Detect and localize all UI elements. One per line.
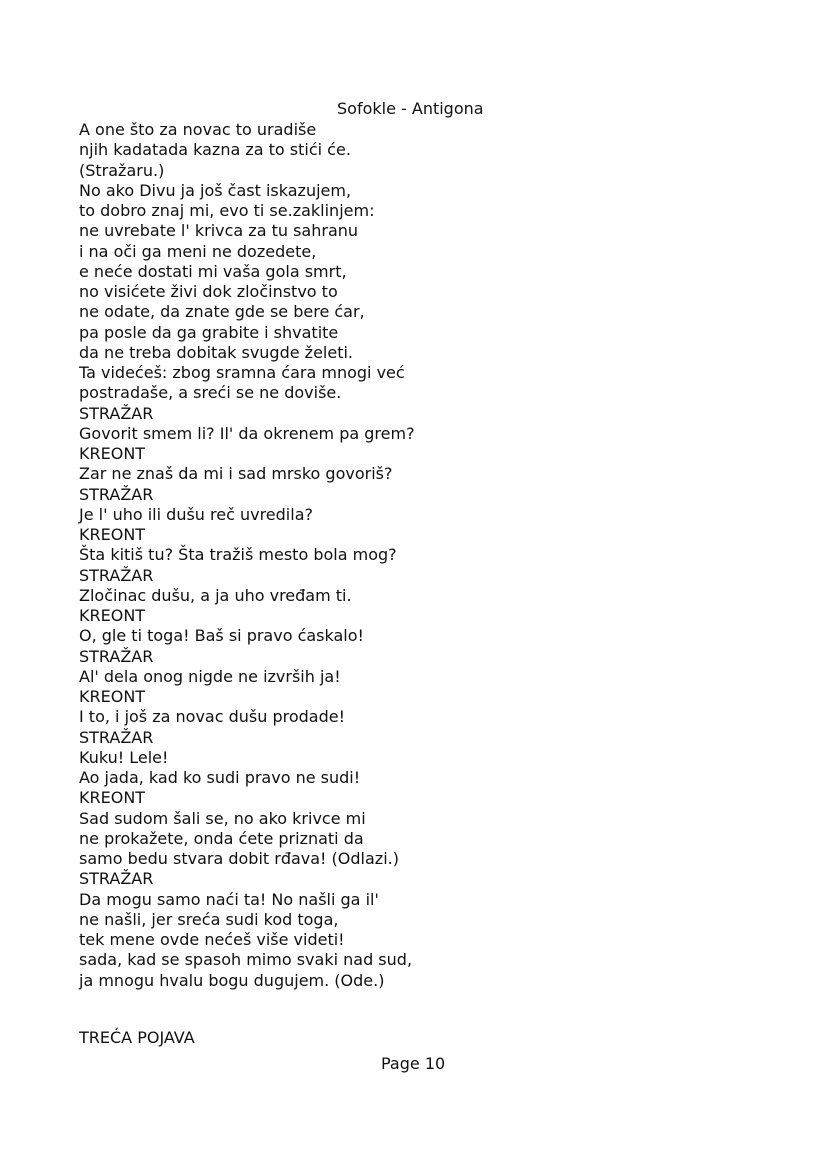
speaker-name: KREONT [79, 525, 146, 544]
play-text [79, 120, 779, 991]
text-line: (Stražaru.) [79, 160, 165, 180]
text-line: Sad sudom šali se, no ako krivce mi [79, 808, 366, 828]
text-line: Da mogu samo naći ta! No našli ga il' [79, 889, 379, 909]
text-line: i na oči ga meni ne dozedete, [79, 241, 317, 261]
speaker-name: STRAŽAR [79, 565, 154, 585]
text-line: A one što za novac to uradiše [79, 120, 317, 139]
text-line: ne našli, jer sreća sudi kod toga, [79, 909, 339, 929]
text-line: samo bedu stvara dobit rđava! (Odlazi.) [79, 849, 399, 868]
text-line: Ao jada, kad ko sudi pravo ne sudi! [79, 768, 361, 787]
text-line: Zar ne znaš da mi i sad mrsko govoriš? [79, 464, 393, 484]
text-line: e neće dostati mi vaša gola smrt, [79, 261, 347, 281]
text-line: njih kadatada kazna za to stići će. [79, 140, 351, 160]
page-header-title: Sofokle - Antigona [337, 99, 484, 118]
speaker-name: STRAŽAR [79, 484, 154, 504]
speaker-name: KREONT [79, 687, 146, 706]
speaker-name: KREONT [79, 444, 146, 463]
speaker-name: STRAŽAR [79, 727, 154, 747]
text-line: Zločinac dušu, a ja uho vređam ti. [79, 585, 352, 605]
speaker-name: STRAŽAR [79, 403, 154, 423]
speaker-name: KREONT [79, 606, 146, 625]
text-line: no visićete živi dok zločinstvo to [79, 282, 338, 301]
text-line: No ako Divu ja još čast iskazujem, [79, 180, 352, 200]
text-line: ne uvrebate l' krivca za tu sahranu [79, 221, 359, 241]
text-line: ne odate, da znate gde se bere ćar, [79, 302, 365, 322]
text-line: O, gle ti toga! Baš si pravo ćaskalo! [79, 626, 364, 646]
text-line: tek mene ovde nećeš više videti! [79, 930, 345, 949]
text-line: Je l' uho ili dušu reč uvredila? [79, 504, 313, 524]
text-line: da ne treba dobitak svugde želeti. [79, 342, 354, 362]
text-line: sada, kad se spasoh mimo svaki nad sud, [79, 950, 413, 970]
text-line: pa posle da ga grabite i shvatite [79, 322, 339, 342]
text-line: postradaše, a sreći se ne doviše. [79, 383, 342, 403]
text-line: Šta kitiš tu? Šta tražiš mesto bola mog? [79, 545, 397, 565]
text-line: ja mnogu hvalu bogu dugujem. (Ode.) [79, 970, 385, 990]
speaker-name: KREONT [79, 788, 146, 808]
text-line: ne prokažete, onda ćete priznati da [79, 828, 364, 848]
text-line: Kuku! Lele! [79, 747, 169, 767]
text-line: Al' dela onog nigde ne izvrših ja! [79, 666, 341, 686]
speaker-name: STRAŽAR [79, 646, 154, 666]
text-line: Ta videćeš: zbog sramna ćara mnogi već [79, 363, 405, 382]
text-line: I to, i još za novac dušu prodade! [79, 707, 346, 727]
text-line: Govorit smem li? Il' da okrenem pa grem? [79, 423, 415, 443]
page-number: Page 10 [381, 1054, 446, 1073]
speaker-name: STRAŽAR [79, 869, 154, 889]
section-heading: TREĆA POJAVA [79, 1028, 195, 1047]
text-line: to dobro znaj mi, evo ti se.zaklinjem: [79, 201, 375, 220]
